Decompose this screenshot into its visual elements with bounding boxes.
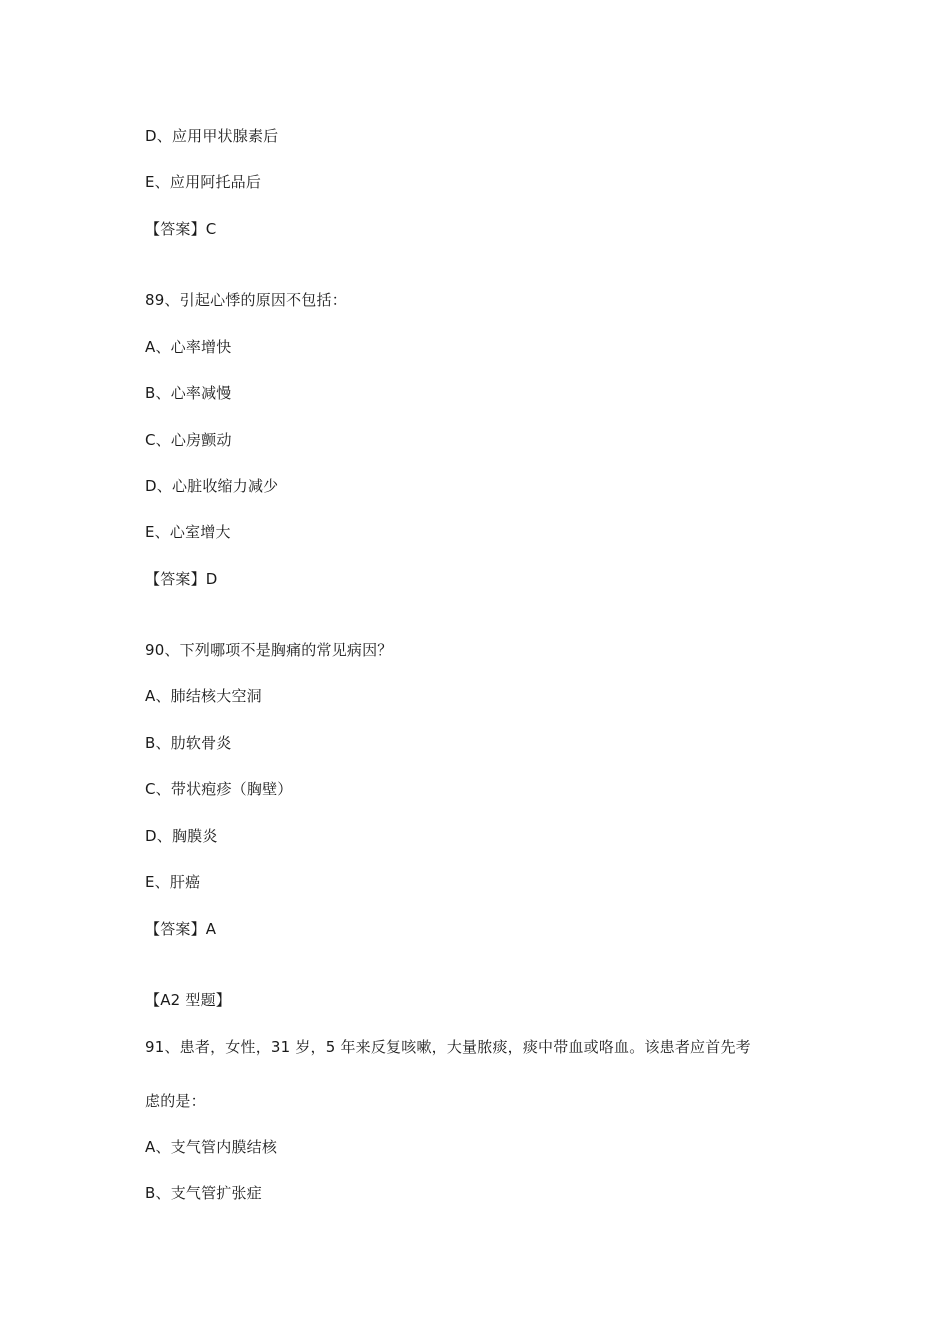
option-c-q89: C、心房颤动 [145, 431, 232, 449]
option-a-q91: A、支气管内膜结核 [145, 1138, 278, 1156]
answer-q90: 【答案】A [145, 920, 217, 938]
option-a-q89: A、心率增快 [145, 338, 232, 356]
section-heading-a2: 【A2 型题】 [145, 991, 231, 1009]
option-b-q90: B、肋软骨炎 [145, 734, 232, 752]
question-90: 90、下列哪项不是胸痛的常见病因？ [145, 641, 393, 659]
option-e-q88: E、应用阿托品后 [145, 173, 262, 191]
option-b-q91: B、支气管扩张症 [145, 1184, 262, 1202]
option-a-q90: A、肺结核大空洞 [145, 687, 262, 705]
option-d-q90: D、胸膜炎 [145, 827, 218, 845]
question-89: 89、引起心悸的原因不包括： [145, 291, 347, 309]
option-b-q89: B、心率减慢 [145, 384, 232, 402]
question-91: 91、患者，女性，31 岁，5 年来反复咳嗽，大量脓痰，痰中带血或咯血。该患者应首先考 [145, 1038, 751, 1056]
option-d-q88: D、应用甲状腺素后 [145, 127, 279, 145]
option-e-q89: E、心室增大 [145, 523, 231, 541]
option-d-q89: D、心脏收缩力减少 [145, 477, 279, 495]
answer-q89: 【答案】D [145, 570, 218, 588]
question-91-continued: 虑的是： [145, 1092, 206, 1110]
option-e-q90: E、肝癌 [145, 873, 201, 891]
option-c-q90: C、带状疱疹（胸壁） [145, 780, 293, 798]
answer-q88: 【答案】C [145, 220, 217, 238]
